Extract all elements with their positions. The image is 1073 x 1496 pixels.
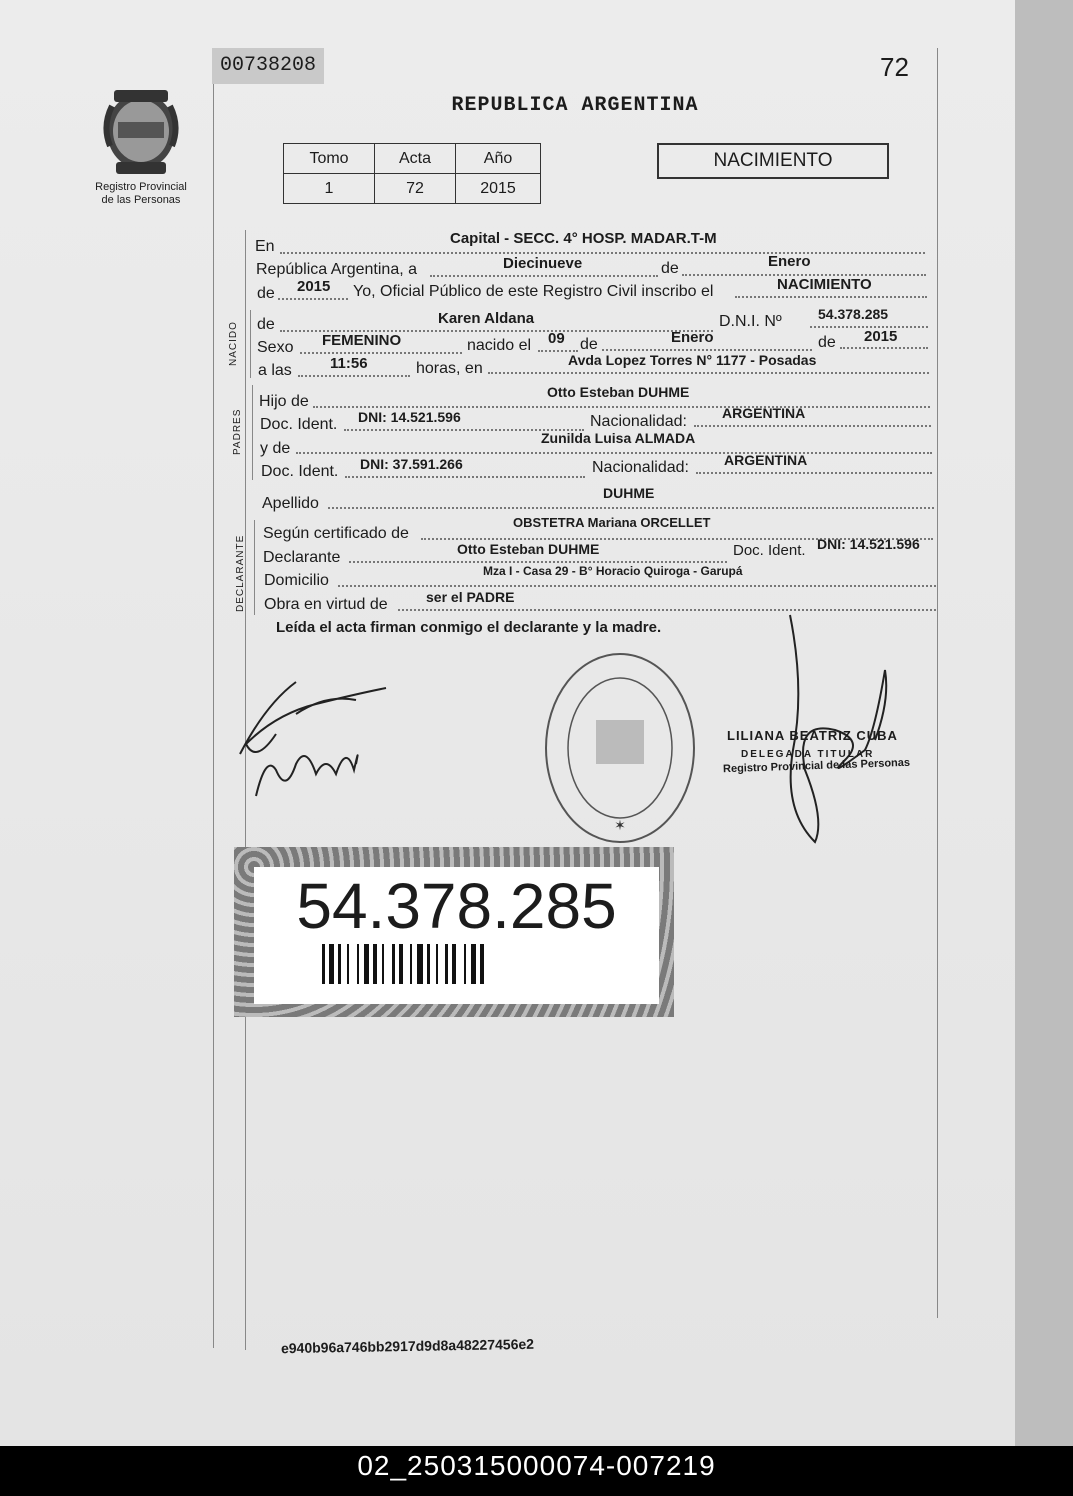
value-padre-doc: DNI: 14.521.596 (358, 409, 461, 425)
dotted-line (735, 296, 927, 298)
label-doc-ident: Doc. Ident. (261, 463, 339, 480)
label-y-de: y de (260, 440, 291, 457)
value-hora: 11:56 (330, 355, 368, 372)
serial-number: 00738208 (212, 48, 324, 84)
anio-value: 2015 (456, 174, 541, 204)
label-de: de (580, 336, 598, 353)
value-nombre: Karen Aldana (438, 310, 535, 327)
value-acta: NACIMIENTO (777, 276, 872, 293)
left-border (213, 48, 214, 1348)
dotted-line (696, 472, 932, 474)
label-segun: Según certificado de (263, 525, 409, 542)
value-sexo: FEMENINO (322, 332, 402, 349)
act-type-box: NACIMIENTO (657, 143, 889, 179)
label-nacido-el: nacido el (467, 337, 532, 354)
closing-statement: Leída el acta firman conmigo el declarante y la madre. (276, 619, 662, 636)
label-obra: Obra en virtud de (264, 596, 388, 613)
dotted-line (300, 352, 462, 354)
official-name: LILIANA BEATRIZ CUBA (727, 728, 898, 743)
document-hash: e940b96a746bb2917d9d8a48227456e2 (280, 1335, 535, 1357)
label-de: de (661, 260, 679, 277)
value-madre-doc: DNI: 37.591.266 (360, 456, 463, 472)
label-domicilio: Domicilio (264, 572, 329, 589)
tomo-header: Tomo (284, 144, 375, 174)
label-de: de (818, 334, 836, 351)
page-number: 72 (880, 52, 909, 82)
value-mes: Enero (768, 253, 811, 270)
value-domicilio: Mza I - Casa 29 - B° Horacio Quiroga - Garupá (483, 564, 743, 578)
label-en: En (255, 238, 275, 255)
tomo-value: 1 (284, 174, 375, 204)
label-horas-en: horas, en (416, 360, 483, 377)
value-declarante-doc: DNI: 14.521.596 (817, 536, 920, 552)
label-dni: D.N.I. Nº (719, 313, 782, 330)
value-anio-nac: 2015 (864, 328, 898, 345)
value-obra: ser el PADRE (426, 589, 515, 605)
value-lugar: Capital - SECC. 4° HOSP. MADAR.T-M (450, 230, 717, 247)
dotted-line (278, 298, 348, 300)
value-madre-nac: ARGENTINA (724, 452, 808, 468)
dotted-line (338, 585, 936, 587)
label-a-las: a las (258, 362, 292, 379)
scanner-edge (1015, 0, 1073, 1446)
declarant-signatures (236, 674, 396, 804)
dotted-line (840, 347, 928, 349)
label-declarante: Declarante (263, 549, 341, 566)
value-certificado: OBSTETRA Mariana ORCELLET (513, 515, 711, 530)
value-dia-nac: 09 (548, 330, 565, 347)
value-dni: 54.378.285 (818, 306, 889, 322)
value-lugar-nac: Avda Lopez Torres N° 1177 - Posadas (568, 352, 817, 368)
value-padre-nac: ARGENTINA (722, 405, 806, 421)
label-de-nombre: de (257, 316, 275, 333)
official-title: DELEGADA TITULAR (741, 749, 875, 760)
dotted-line (349, 561, 727, 563)
dotted-line (296, 452, 932, 454)
barcode-number: 54.378.285 (296, 870, 617, 942)
section-bar (250, 310, 251, 378)
dotted-line (345, 476, 585, 478)
footer-filename: 02_250315000074-007219 (357, 1450, 716, 1481)
label-de: de (257, 285, 275, 302)
label-doc-ident-decl: Doc. Ident. (733, 542, 806, 559)
dotted-line (313, 406, 930, 408)
value-declarante: Otto Esteban DUHME (457, 541, 600, 557)
anio-header: Año (456, 144, 541, 174)
dotted-line (602, 349, 812, 351)
label-apellido: Apellido (262, 495, 319, 512)
registry-line-1: Registro Provincial (95, 181, 187, 193)
country-title: REPUBLICA ARGENTINA (451, 94, 699, 117)
official-registry: Registro Provincial de las Personas (722, 756, 911, 776)
tomo-acta-anio-table (283, 143, 541, 204)
barcode-bars (322, 944, 592, 984)
label-sexo: Sexo (257, 339, 294, 356)
dotted-line (298, 375, 410, 377)
value-apellido: DUHME (603, 485, 655, 501)
acta-header: Acta (375, 144, 456, 174)
value-madre: Zunilda Luisa ALMADA (541, 430, 696, 446)
label-nacionalidad: Nacionalidad: (592, 459, 689, 476)
side-label-nacido: NACIDO (228, 321, 239, 366)
side-label-declarante: DECLARANTE (235, 534, 246, 612)
registry-line-2: de las Personas (101, 194, 181, 206)
provincia-misiones-logo (96, 86, 186, 181)
label-republica: República Argentina, a (256, 261, 417, 278)
value-anio: 2015 (297, 278, 331, 295)
acta-value: 72 (375, 174, 456, 204)
value-padre: Otto Esteban DUHME (547, 384, 690, 400)
value-dia: Diecinueve (503, 255, 583, 272)
dotted-line (280, 252, 925, 254)
value-mes-nac: Enero (671, 329, 714, 346)
label-doc-ident: Doc. Ident. (260, 416, 338, 433)
label-hijo-de: Hijo de (259, 393, 309, 410)
right-border (937, 48, 938, 1318)
side-label-padres: PADRES (232, 408, 243, 455)
label-yo: Yo, Oficial Público de este Registro Civil inscribo el (353, 283, 714, 300)
dotted-line (694, 425, 931, 427)
section-bar (252, 385, 253, 480)
label-nacionalidad: Nacionalidad: (590, 413, 687, 430)
official-seal-stamp (540, 648, 700, 848)
svg-text:✶: ✶ (614, 818, 626, 834)
section-bar (254, 520, 255, 615)
registry-name (76, 181, 206, 207)
dotted-line (488, 372, 929, 374)
dotted-line (328, 507, 934, 509)
dotted-line (430, 275, 658, 277)
